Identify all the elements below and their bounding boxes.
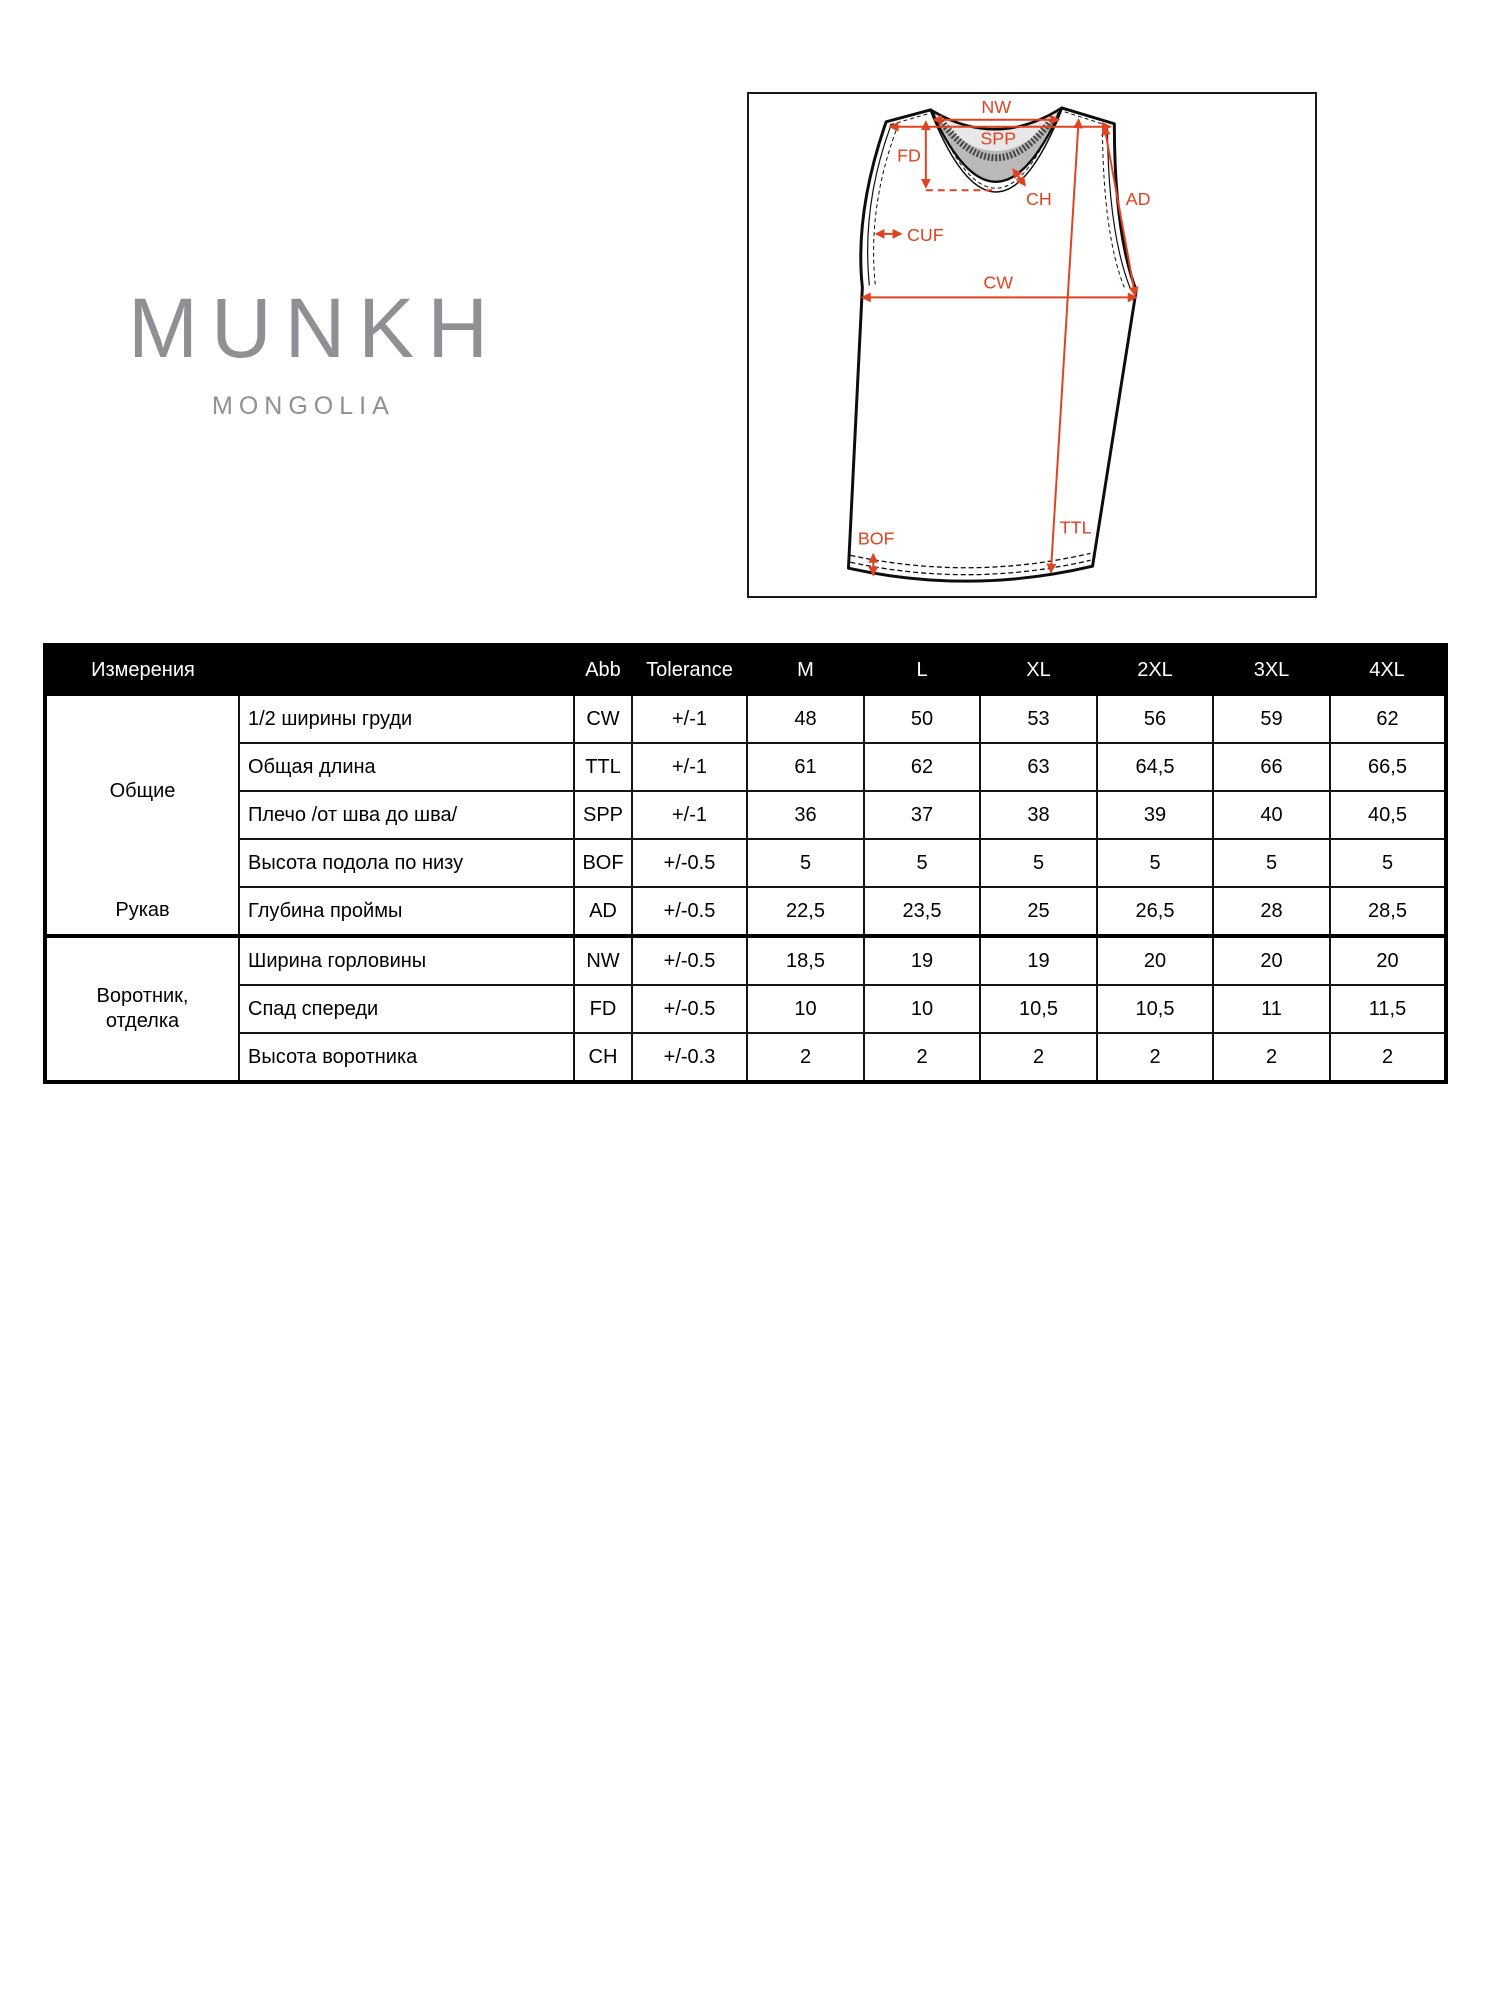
value-cell: 66: [1213, 743, 1330, 791]
table-row: [45, 695, 1446, 743]
measurement-name: 1/2 ширины груди: [239, 695, 574, 743]
value-cell: 20: [1213, 936, 1330, 985]
value-cell: 2: [1097, 1033, 1213, 1082]
value-cell: 25: [980, 887, 1097, 936]
value-cell: 62: [864, 743, 980, 791]
ad-label: AD: [1125, 189, 1151, 210]
abb-cell: NW: [574, 936, 632, 985]
brand-logo: [128, 281, 501, 421]
fd-label: FD: [897, 145, 921, 166]
header-size-4xl: 4XL: [1330, 645, 1446, 695]
cw-label: CW: [983, 272, 1014, 293]
value-cell: 10,5: [980, 985, 1097, 1033]
value-cell: 10: [747, 985, 864, 1033]
brand-country: MONGOLIA: [212, 392, 395, 420]
value-cell: 2: [1213, 1033, 1330, 1082]
tolerance-cell: +/-0.5: [632, 839, 747, 887]
header-spacer: [239, 645, 574, 695]
abb-cell: TTL: [574, 743, 632, 791]
header-size-3xl: 3XL: [1213, 645, 1330, 695]
nw-label: NW: [981, 96, 1012, 117]
table-row: [45, 936, 1446, 985]
tolerance-cell: +/-0.5: [632, 887, 747, 936]
value-cell: 37: [864, 791, 980, 839]
abb-cell: BOF: [574, 839, 632, 887]
header-size-l: L: [864, 645, 980, 695]
header-size-xl: XL: [980, 645, 1097, 695]
value-cell: 40,5: [1330, 791, 1446, 839]
value-cell: 2: [864, 1033, 980, 1082]
value-cell: 5: [980, 839, 1097, 887]
value-cell: 50: [864, 695, 980, 743]
tolerance-cell: +/-0.3: [632, 1033, 747, 1082]
abb-cell: SPP: [574, 791, 632, 839]
value-cell: 11,5: [1330, 985, 1446, 1033]
measurement-name: Глубина проймы: [239, 887, 574, 936]
measurement-name: Высота воротника: [239, 1033, 574, 1082]
value-cell: 59: [1213, 695, 1330, 743]
value-cell: 20: [1330, 936, 1446, 985]
measurement-name: Общая длина: [239, 743, 574, 791]
table-row: [45, 791, 1446, 839]
value-cell: 10: [864, 985, 980, 1033]
table-row: [45, 1033, 1446, 1082]
value-cell: 20: [1097, 936, 1213, 985]
garment-diagram: [747, 92, 1317, 598]
measurement-name: Плечо /от шва до шва/: [239, 791, 574, 839]
value-cell: 5: [1330, 839, 1446, 887]
abb-cell: AD: [574, 887, 632, 936]
group-collar: Воротник, отделка: [45, 936, 239, 1082]
tolerance-cell: +/-0.5: [632, 985, 747, 1033]
value-cell: 5: [864, 839, 980, 887]
value-cell: 11: [1213, 985, 1330, 1033]
cuf-label: CUF: [906, 224, 944, 245]
value-cell: 2: [747, 1033, 864, 1082]
value-cell: 48: [747, 695, 864, 743]
value-cell: 18,5: [747, 936, 864, 985]
table-row: [45, 743, 1446, 791]
value-cell: 22,5: [747, 887, 864, 936]
value-cell: 23,5: [864, 887, 980, 936]
value-cell: 64,5: [1097, 743, 1213, 791]
group-sleeve: Рукав: [45, 887, 239, 936]
abb-cell: CW: [574, 695, 632, 743]
tolerance-cell: +/-1: [632, 695, 747, 743]
value-cell: 5: [1097, 839, 1213, 887]
tolerance-cell: +/-0.5: [632, 936, 747, 985]
header-tolerance: Tolerance: [632, 645, 747, 695]
header-row: [45, 645, 1446, 695]
bof-label: BOF: [857, 528, 895, 549]
value-cell: 5: [747, 839, 864, 887]
value-cell: 28: [1213, 887, 1330, 936]
value-cell: 56: [1097, 695, 1213, 743]
value-cell: 19: [980, 936, 1097, 985]
value-cell: 19: [864, 936, 980, 985]
value-cell: 66,5: [1330, 743, 1446, 791]
value-cell: 28,5: [1330, 887, 1446, 936]
table-row: [45, 839, 1446, 887]
value-cell: 63: [980, 743, 1097, 791]
header-size-m: M: [747, 645, 864, 695]
value-cell: 62: [1330, 695, 1446, 743]
measurement-name: Ширина горловины: [239, 936, 574, 985]
spp-label: SPP: [980, 128, 1017, 149]
value-cell: 2: [980, 1033, 1097, 1082]
tank-top-drawing: [749, 94, 1315, 596]
tolerance-cell: +/-1: [632, 791, 747, 839]
header-size-2xl: 2XL: [1097, 645, 1213, 695]
measurement-name: Высота подола по низу: [239, 839, 574, 887]
ch-label: CH: [1026, 189, 1052, 210]
table-row: [45, 985, 1446, 1033]
value-cell: 39: [1097, 791, 1213, 839]
value-cell: 38: [980, 791, 1097, 839]
header-abb: Abb: [574, 645, 632, 695]
brand-name: MUNKH: [128, 281, 501, 375]
table-row: [45, 887, 1446, 936]
measurement-name: Спад спереди: [239, 985, 574, 1033]
value-cell: 40: [1213, 791, 1330, 839]
value-cell: 53: [980, 695, 1097, 743]
value-cell: 26,5: [1097, 887, 1213, 936]
value-cell: 61: [747, 743, 864, 791]
value-cell: 36: [747, 791, 864, 839]
abb-cell: FD: [574, 985, 632, 1033]
group-general: Общие: [45, 695, 239, 887]
size-chart-table: [43, 643, 1448, 1084]
ttl-label: TTL: [1059, 517, 1092, 538]
tolerance-cell: +/-1: [632, 743, 747, 791]
header-measurements: Измерения: [45, 645, 239, 695]
value-cell: 2: [1330, 1033, 1446, 1082]
abb-cell: CH: [574, 1033, 632, 1082]
value-cell: 10,5: [1097, 985, 1213, 1033]
value-cell: 5: [1213, 839, 1330, 887]
